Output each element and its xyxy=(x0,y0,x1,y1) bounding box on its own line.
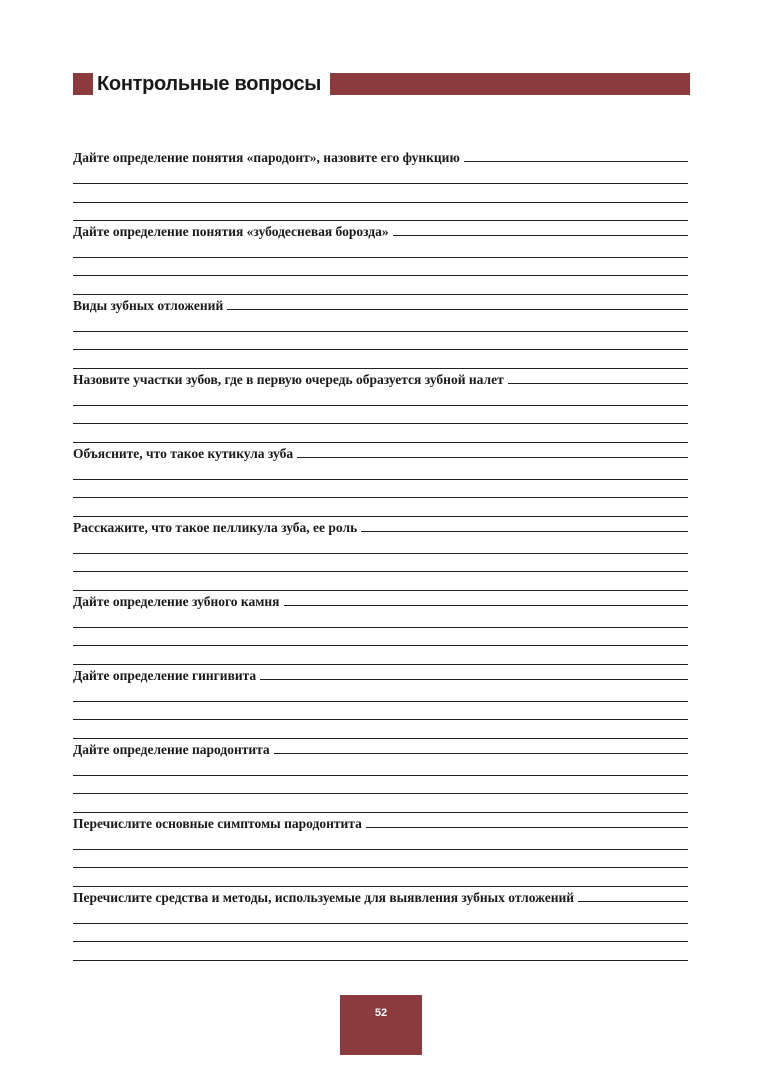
answer-underline xyxy=(297,457,688,458)
answer-line xyxy=(73,275,688,276)
questions-list xyxy=(73,0,688,1080)
answer-line xyxy=(73,886,688,887)
answer-underline xyxy=(274,753,688,754)
answer-underline xyxy=(464,161,688,162)
answer-line xyxy=(73,405,688,406)
answer-line xyxy=(73,331,688,332)
answer-underline xyxy=(508,383,688,384)
answer-line xyxy=(73,738,688,739)
answer-line xyxy=(73,775,688,776)
page-number: 52 xyxy=(374,1007,388,1019)
answer-line xyxy=(73,368,688,369)
question-text: Дайте определение гингивита xyxy=(73,667,257,683)
answer-line xyxy=(73,719,688,720)
answer-line xyxy=(73,220,688,221)
question-row xyxy=(73,666,688,686)
question-row xyxy=(73,148,688,168)
answer-line xyxy=(73,701,688,702)
answer-line xyxy=(73,867,688,868)
answer-line xyxy=(73,849,688,850)
answer-line xyxy=(73,202,688,203)
question-block xyxy=(73,222,688,296)
answer-underline xyxy=(578,901,688,902)
question-row xyxy=(73,592,688,612)
page-title: Контрольные вопросы xyxy=(97,73,322,95)
answer-line xyxy=(73,442,688,443)
question-block xyxy=(73,444,688,518)
answer-line xyxy=(73,664,688,665)
answer-line xyxy=(73,793,688,794)
question-text: Дайте определение пародонтита xyxy=(73,741,270,757)
question-row xyxy=(73,222,688,242)
answer-line xyxy=(73,590,688,591)
question-block xyxy=(73,888,688,962)
answer-underline xyxy=(260,679,688,680)
question-block xyxy=(73,592,688,666)
question-text: Назовите участки зубов, где в первую очередь образуется зубной налет xyxy=(73,371,504,387)
answer-underline xyxy=(393,235,688,236)
question-text: Дайте определение зубного камня xyxy=(73,593,280,609)
answer-line xyxy=(73,941,688,942)
answer-line xyxy=(73,479,688,480)
question-row xyxy=(73,814,688,834)
question-text: Объясните, что такое кутикула зуба xyxy=(73,445,294,461)
answer-line xyxy=(73,923,688,924)
question-block xyxy=(73,666,688,740)
question-row xyxy=(73,296,688,316)
question-text: Дайте определение понятия «зубодесневая борозда» xyxy=(73,223,389,239)
answer-line xyxy=(73,627,688,628)
answer-line xyxy=(73,294,688,295)
answer-line xyxy=(73,571,688,572)
answer-line xyxy=(73,183,688,184)
question-text: Дайте определение понятия «пародонт», назовите его функцию xyxy=(73,150,460,165)
question-row xyxy=(73,740,688,760)
answer-line xyxy=(73,423,688,424)
question-block xyxy=(73,148,688,222)
answer-line xyxy=(73,257,688,258)
question-text: Перечислите основные симптомы пародонтита xyxy=(73,815,362,831)
question-row xyxy=(73,888,688,908)
question-block xyxy=(73,814,688,888)
page-number-box xyxy=(340,995,422,1055)
answer-line xyxy=(73,960,688,961)
answer-line xyxy=(73,645,688,646)
question-block xyxy=(73,370,688,444)
answer-line xyxy=(73,349,688,350)
question-row xyxy=(73,370,688,390)
question-row xyxy=(73,444,688,464)
answer-line xyxy=(73,812,688,813)
answer-line xyxy=(73,497,688,498)
question-text: Виды зубных отложений xyxy=(73,297,224,313)
question-block xyxy=(73,740,688,814)
answer-underline xyxy=(227,309,688,310)
question-block xyxy=(73,296,688,370)
answer-underline xyxy=(284,605,689,606)
answer-underline xyxy=(366,827,688,828)
answer-underline xyxy=(361,531,688,532)
question-text: Расскажите, что такое пелликула зуба, ее роль xyxy=(73,519,358,535)
question-text: Перечислите средства и методы, используемые для выявления зубных отложений xyxy=(73,889,575,905)
answer-line xyxy=(73,553,688,554)
answer-line xyxy=(73,516,688,517)
question-block xyxy=(73,518,688,592)
question-row xyxy=(73,518,688,538)
